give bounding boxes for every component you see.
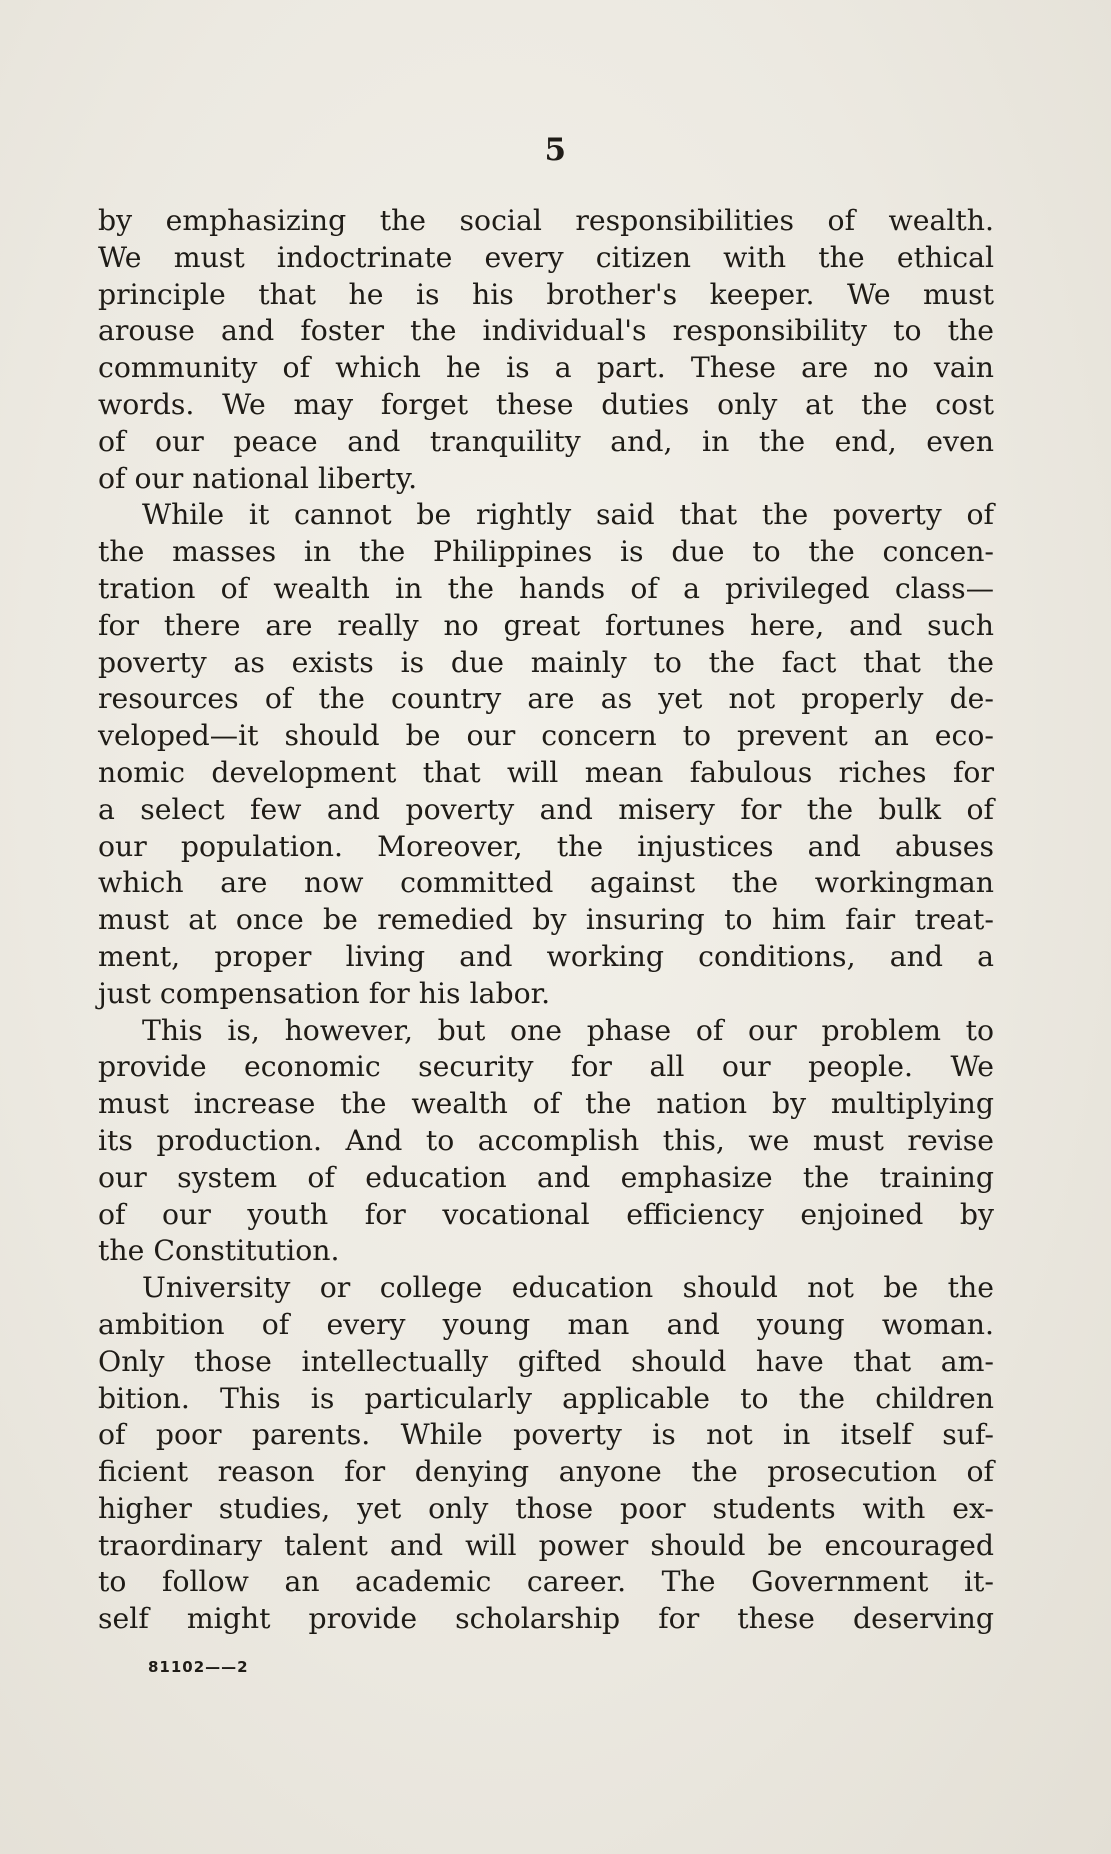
text-line: While it cannot be rightly said that the poverty of [142, 498, 994, 532]
text-line: veloped—it should be our concern to prevent an eco- [98, 719, 994, 753]
text-line: must increase the wealth of the nation by multiplying [98, 1087, 994, 1121]
text-line: University or college education should not be the [142, 1271, 994, 1305]
paragraph-4 [98, 1270, 994, 1638]
text-line: community of which he is a part. These are no vain [98, 351, 994, 385]
text-line: must at once be remedied by insuring to him fair treat- [98, 903, 994, 937]
text-line: This is, however, but one phase of our problem to [142, 1013, 994, 1047]
text-line: to follow an academic career. The Government it- [98, 1565, 994, 1599]
body-text [98, 203, 994, 1638]
page-number: 5 [544, 132, 567, 168]
text-line: ambition of every young man and young woman. [98, 1307, 994, 1341]
text-line: of poor parents. While poverty is not in itself suf- [98, 1418, 994, 1452]
paragraph-2 [98, 497, 994, 1012]
text-line: the Constitution. [98, 1234, 340, 1268]
text-line: for there are really no great fortunes here, and such [98, 608, 994, 642]
text-line: by emphasizing the social responsibilities of wealth. [98, 204, 994, 237]
text-line: a select few and poverty and misery for the bulk of [98, 792, 994, 826]
text-line: self might provide scholarship for these deserving [98, 1602, 994, 1636]
text-line: of our youth for vocational efficiency enjoined by [98, 1197, 994, 1231]
text-line: poverty as exists is due mainly to the fact that the [98, 645, 994, 679]
text-line: bition. This is particularly applicable to the children [98, 1381, 994, 1415]
text-line: our population. Moreover, the injustices and abuses [98, 829, 994, 863]
text-line: ment, proper living and working conditions, and a [98, 939, 994, 973]
text-line: its production. And to accomplish this, we must revise [98, 1123, 994, 1157]
paragraph-3 [98, 1013, 994, 1271]
text-line: provide economic security for all our people. We [98, 1050, 994, 1084]
text-line: words. We may forget these duties only at the cost [98, 387, 994, 421]
text-line: Only those intellectually gifted should have that am- [98, 1344, 994, 1378]
text-line: the masses in the Philippines is due to the concen- [98, 535, 994, 569]
text-line: traordinary talent and will power should be encouraged [98, 1528, 994, 1562]
text-line: our system of education and emphasize the training [98, 1160, 994, 1194]
text-line: nomic development that will mean fabulous riches for [98, 755, 994, 789]
text-line: of our peace and tranquility and, in the end, even [98, 424, 994, 458]
text-line: arouse and foster the individual's responsibility to the [98, 314, 994, 348]
paragraph-1 [98, 203, 994, 497]
signature-mark: 81102——2 [148, 1658, 249, 1676]
text-line: tration of wealth in the hands of a privileged class— [98, 571, 994, 605]
text-line: higher studies, yet only those poor students with ex- [98, 1491, 994, 1525]
text-line: principle that he is his brother's keeper. We must [98, 277, 994, 311]
text-line: resources of the country are as yet not properly de- [98, 682, 994, 716]
text-line: of our national liberty. [98, 461, 418, 495]
text-line: just compensation for his labor. [98, 976, 551, 1010]
text-line: ficient reason for denying anyone the prosecution of [98, 1455, 994, 1489]
text-line: We must indoctrinate every citizen with the ethical [98, 240, 994, 274]
text-line: which are now committed against the workingman [98, 866, 994, 900]
